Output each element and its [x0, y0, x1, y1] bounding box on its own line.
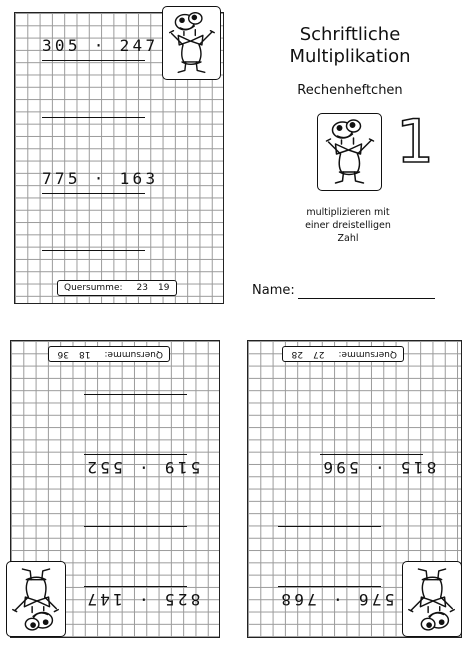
frog-mascot-icon — [318, 114, 381, 190]
desc-line: einer dreistelligen — [305, 220, 391, 231]
cover-title-line: Multiplikation — [289, 46, 411, 67]
problem-2-b: 825 · 147 — [84, 590, 201, 609]
cover-subtitle: Rechenheftchen — [297, 83, 403, 98]
cover-title-line: Schriftliche — [299, 24, 401, 45]
answer-line — [278, 526, 381, 527]
quersumme-value: 28 — [291, 349, 304, 359]
result-line — [278, 586, 381, 587]
quersumme-value: 27 — [313, 349, 325, 359]
cover-title — [260, 24, 440, 68]
desc-line: Zahl — [337, 233, 359, 244]
problem-1-a: 305 · 247 — [42, 36, 159, 55]
answer-line — [42, 117, 145, 118]
frog-mascot-icon — [403, 562, 461, 636]
frog-mascot-icon — [163, 7, 220, 79]
quersumme-label: Quersumme: — [104, 349, 163, 359]
frog-card-page-1 — [162, 6, 221, 80]
quersumme-value: 23 — [136, 283, 148, 293]
problem-3-b: 576 · 768 — [278, 590, 395, 609]
problem-1-b: 775 · 163 — [42, 169, 159, 188]
answer-line — [84, 526, 187, 527]
quersumme-box-1 — [57, 280, 177, 296]
quersumme-value: 18 — [79, 349, 91, 359]
booklet-number: 1 — [396, 107, 435, 177]
result-line — [42, 193, 145, 194]
result-line — [42, 60, 145, 61]
cover-description — [278, 206, 418, 245]
result-line — [84, 586, 187, 587]
quersumme-label: Quersumme: — [338, 349, 397, 359]
result-line — [84, 454, 187, 455]
answer-line — [84, 394, 187, 395]
result-line — [320, 454, 423, 455]
frog-mascot-icon — [7, 562, 65, 636]
frog-card-cover — [317, 113, 382, 191]
quersumme-box-2 — [48, 346, 170, 362]
answer-line — [42, 250, 145, 251]
quersumme-box-3 — [282, 346, 404, 362]
frog-card-page-2 — [6, 561, 66, 637]
quersumme-value: 36 — [57, 349, 70, 359]
quersumme-value: 19 — [157, 283, 170, 293]
name-label: Name: — [252, 283, 295, 298]
problem-3-a: 815 · 596 — [320, 458, 437, 477]
frog-card-page-3 — [402, 561, 462, 637]
quersumme-label: Quersumme: — [64, 283, 123, 293]
problem-2-a: 519 · 552 — [84, 458, 201, 477]
desc-line: multiplizieren mit — [306, 207, 390, 218]
name-line — [298, 298, 435, 299]
